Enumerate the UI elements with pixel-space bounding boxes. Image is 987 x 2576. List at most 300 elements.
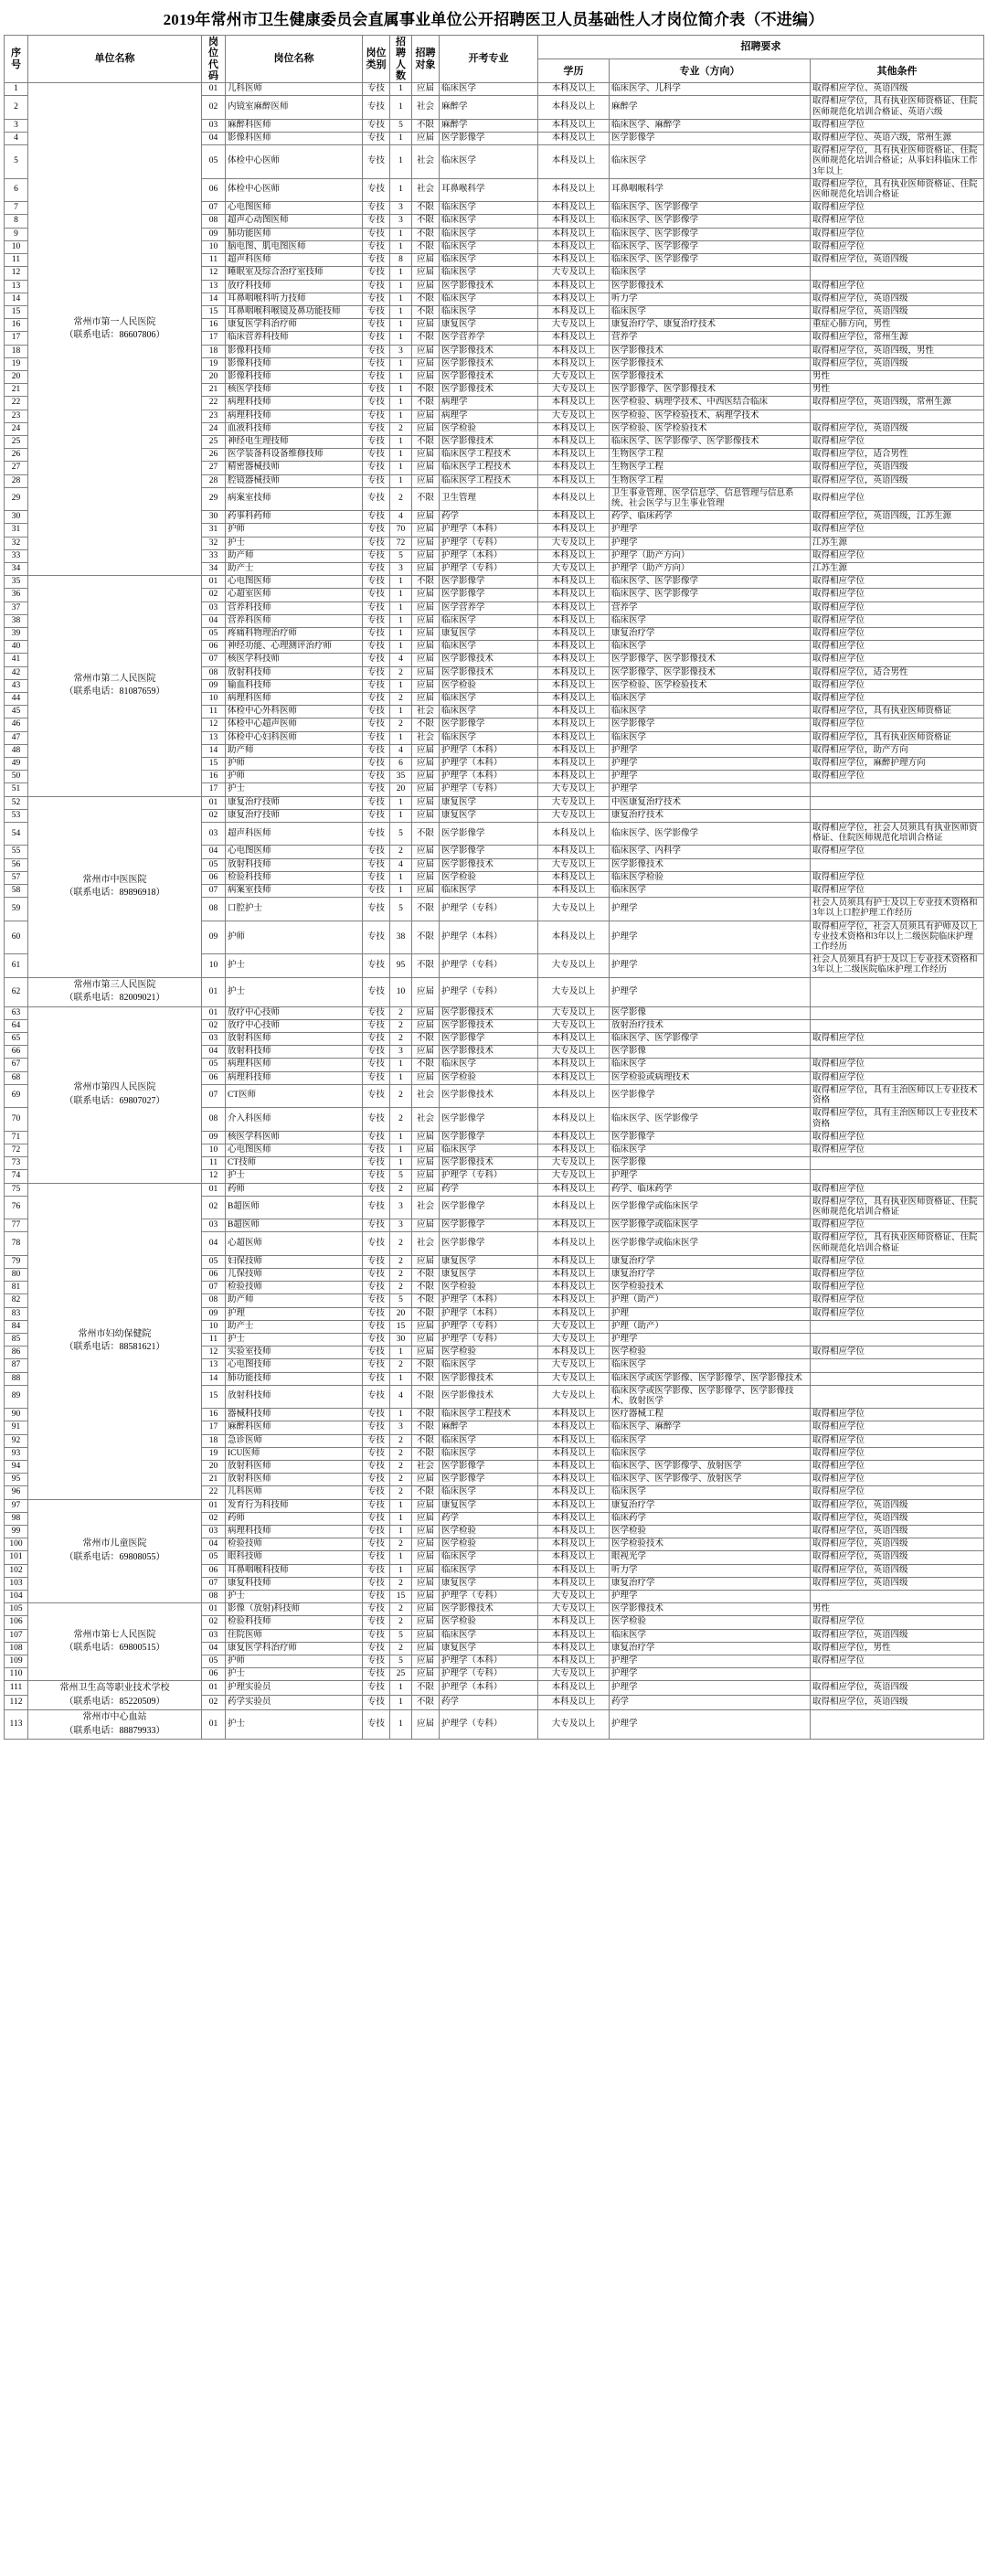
cell-headcount: 1 [390,293,412,305]
cell-target: 应届 [412,614,440,627]
cell-direction: 药学、临床药学 [610,511,811,524]
cell-headcount: 5 [390,1629,412,1642]
cell-job-code: 02 [202,1616,226,1629]
cell-exam-major: 护理学（专科） [440,1170,538,1183]
cell-job-type: 专技 [363,1307,390,1320]
cell-other-conditions: 取得相应学位 [811,846,984,858]
cell-seq: 103 [5,1577,28,1590]
cell-job-code: 01 [202,576,226,589]
cell-other-conditions: 取得相应学位，英语四级 [811,1681,984,1696]
cell-job-code: 16 [202,1409,226,1421]
cell-other-conditions: 取得相应学位 [811,589,984,601]
cell-exam-major: 护理学（本科） [440,744,538,757]
cell-headcount: 5 [390,898,412,921]
cell-job-name: 疼痛科物理治疗师 [226,627,363,640]
cell-job-name: 眼科技师 [226,1551,363,1564]
unit-phone-text: （联系电话：69807027） [64,1095,165,1106]
cell-direction: 医学检验、医学检验技术 [610,422,811,435]
cell-job-type: 专技 [363,758,390,771]
cell-education: 大专及以上 [538,562,610,575]
cell-target: 应届 [412,693,440,706]
cell-exam-major: 临床医学 [440,1447,538,1460]
cell-seq: 105 [5,1603,28,1616]
cell-target: 应届 [412,83,440,96]
cell-other-conditions: 取得相应学位 [811,1268,984,1281]
cell-direction: 医学检验技术 [610,1538,811,1551]
cell-job-code: 15 [202,305,226,318]
cell-job-name: 麻醉科医师 [226,1421,363,1434]
cell-exam-major: 医学影像技术 [440,1385,538,1408]
cell-seq: 60 [5,921,28,954]
cell-unit-name [28,576,202,796]
cell-target: 应届 [412,1538,440,1551]
cell-job-type: 专技 [363,1603,390,1616]
cell-seq: 101 [5,1551,28,1564]
cell-job-type: 专技 [363,1320,390,1333]
cell-job-name: 放射科技师 [226,858,363,871]
cell-seq: 2 [5,96,28,119]
cell-job-code: 17 [202,332,226,345]
cell-job-code: 06 [202,1071,226,1084]
cell-other-conditions: 取得相应学位 [811,1655,984,1668]
cell-job-code: 22 [202,397,226,410]
cell-seq: 87 [5,1359,28,1372]
cell-direction: 临床医学 [610,1059,811,1071]
table-row [5,83,984,96]
cell-target: 不限 [412,240,440,253]
cell-job-code: 09 [202,921,226,954]
cell-job-code: 30 [202,511,226,524]
cell-direction: 医学检验 [610,1526,811,1538]
cell-job-code: 34 [202,562,226,575]
cell-target: 社会 [412,1196,440,1219]
cell-job-type: 专技 [363,1157,390,1170]
unit-name-text: 常州市第一人民医院 [73,316,156,327]
cell-direction: 中医康复治疗技术 [610,796,811,809]
cell-target: 应届 [412,133,440,145]
cell-job-name: 病理科医师 [226,1059,363,1071]
cell-job-code: 10 [202,693,226,706]
cell-target: 应届 [412,254,440,267]
cell-education: 本科及以上 [538,1538,610,1551]
cell-target: 应届 [412,422,440,435]
cell-direction: 临床医学、医学影像学、医学影像技术 [610,435,811,448]
cell-job-name: 发育行为科技师 [226,1499,363,1512]
cell-target: 应届 [412,809,440,822]
cell-exam-major: 临床医学 [440,293,538,305]
cell-headcount: 1 [390,885,412,898]
cell-other-conditions: 取得相应学位，适合男性 [811,666,984,679]
cell-seq: 35 [5,576,28,589]
cell-seq: 29 [5,487,28,510]
cell-other-conditions: 取得相应学位 [811,601,984,614]
cell-exam-major: 耳鼻喉科学 [440,178,538,201]
cell-job-code: 28 [202,474,226,487]
cell-headcount: 1 [390,410,412,422]
cell-exam-major: 医学影像技术 [440,1603,538,1616]
cell-job-code: 15 [202,1385,226,1408]
cell-headcount: 1 [390,601,412,614]
cell-job-name: 康复科技师 [226,1577,363,1590]
cell-seq: 26 [5,449,28,462]
cell-exam-major: 病理学 [440,410,538,422]
header-requirements: 招聘要求 [538,36,984,59]
cell-other-conditions: 取得相应学位 [811,1219,984,1232]
cell-education: 大专及以上 [538,1710,610,1740]
cell-job-type: 专技 [363,462,390,474]
cell-direction: 临床医学、麻醉学 [610,1421,811,1434]
cell-other-conditions: 取得相应学位，英语四级 [811,1577,984,1590]
cell-job-name: 超声科医师 [226,254,363,267]
header-direction: 专业（方向） [610,59,811,83]
cell-headcount: 1 [390,1681,412,1696]
cell-job-type: 专技 [363,1421,390,1434]
header-other-conditions: 其他条件 [811,59,984,83]
cell-direction: 护理学 [610,1170,811,1183]
cell-headcount: 1 [390,1059,412,1071]
cell-seq: 12 [5,267,28,280]
cell-job-name: 神经电生理技师 [226,435,363,448]
cell-target: 应届 [412,1019,440,1032]
cell-job-code: 10 [202,1144,226,1156]
cell-job-code: 02 [202,1196,226,1219]
cell-direction: 护理学 [610,537,811,549]
cell-education: 大专及以上 [538,783,610,796]
cell-direction: 医学检验 [610,1616,811,1629]
cell-exam-major: 护理学（专科） [440,954,538,977]
cell-other-conditions: 取得相应学位，助产方向 [811,744,984,757]
cell-education: 本科及以上 [538,654,610,666]
cell-headcount: 1 [390,589,412,601]
cell-education: 本科及以上 [538,846,610,858]
cell-target: 不限 [412,384,440,397]
cell-education: 大专及以上 [538,898,610,921]
cell-target: 不限 [412,435,440,448]
cell-unit-name [28,1710,202,1740]
cell-target: 应届 [412,319,440,332]
cell-job-type: 专技 [363,898,390,921]
cell-exam-major: 医学检验 [440,679,538,692]
cell-target: 应届 [412,1551,440,1564]
cell-job-name: CT医师 [226,1084,363,1107]
cell-job-name: B超医师 [226,1196,363,1219]
cell-target: 应届 [412,1046,440,1059]
cell-exam-major: 医学影像技术 [440,1372,538,1385]
cell-seq: 54 [5,823,28,846]
cell-exam-major: 医学影像学 [440,823,538,846]
cell-seq: 4 [5,133,28,145]
cell-exam-major: 护理学（本科） [440,524,538,537]
cell-seq: 25 [5,435,28,448]
cell-other-conditions: 取得相应学位，男性 [811,1642,984,1655]
cell-seq: 24 [5,422,28,435]
header-target: 招聘 对象 [412,36,440,83]
cell-headcount: 1 [390,474,412,487]
cell-direction: 临床医学 [610,693,811,706]
cell-job-type: 专技 [363,145,390,179]
cell-other-conditions: 取得相应学位 [811,771,984,783]
cell-target: 应届 [412,410,440,422]
cell-job-name: 病案室技师 [226,885,363,898]
cell-education: 本科及以上 [538,1577,610,1590]
cell-unit-name [28,83,202,576]
cell-seq: 38 [5,614,28,627]
cell-headcount: 1 [390,679,412,692]
cell-direction: 临床医学、医学影像学 [610,228,811,240]
cell-exam-major: 医学检验 [440,1526,538,1538]
cell-exam-major: 康复医学 [440,1499,538,1512]
cell-exam-major: 临床医学工程技术 [440,1409,538,1421]
cell-education: 本科及以上 [538,1629,610,1642]
cell-direction: 康复治疗学 [610,1577,811,1590]
table-row [5,1499,984,1512]
cell-job-code: 11 [202,254,226,267]
cell-headcount: 2 [390,846,412,858]
cell-job-type: 专技 [363,921,390,954]
cell-direction: 临床医学 [610,1447,811,1460]
cell-other-conditions: 重症心肺方向，男性 [811,319,984,332]
cell-headcount: 4 [390,744,412,757]
cell-headcount: 15 [390,1320,412,1333]
cell-education: 本科及以上 [538,462,610,474]
cell-job-type: 专技 [363,1372,390,1385]
cell-target: 不限 [412,576,440,589]
cell-target: 不限 [412,898,440,921]
cell-job-name: 护师 [226,758,363,771]
cell-other-conditions [811,1320,984,1333]
cell-headcount: 3 [390,1421,412,1434]
cell-job-type: 专技 [363,215,390,228]
cell-direction: 临床医学 [610,706,811,719]
cell-job-name: 心电图技师 [226,1359,363,1372]
cell-headcount: 2 [390,487,412,510]
cell-headcount: 1 [390,1071,412,1084]
cell-seq: 92 [5,1434,28,1447]
cell-direction: 护理学 [610,1655,811,1668]
cell-seq: 23 [5,410,28,422]
cell-job-name: 护士 [226,1710,363,1740]
cell-seq: 112 [5,1696,28,1710]
cell-exam-major: 医学影像技术 [440,384,538,397]
unit-name-text: 常州卫生高等职业技术学校 [59,1683,170,1694]
cell-target: 不限 [412,1409,440,1421]
cell-job-type: 专技 [363,345,390,357]
cell-job-name: 护士 [226,1668,363,1681]
cell-exam-major: 医学影像学 [440,1232,538,1255]
cell-job-name: 口腔护士 [226,898,363,921]
cell-exam-major: 护理学（本科） [440,549,538,562]
cell-target: 不限 [412,305,440,318]
cell-education: 本科及以上 [538,589,610,601]
cell-other-conditions: 取得相应学位，社会人员须具有执业医师资格证、住院医师规范化培训合格证 [811,823,984,846]
cell-education: 本科及以上 [538,1460,610,1473]
cell-job-name: 检验技师 [226,1282,363,1294]
cell-direction: 临床医学 [610,1359,811,1372]
cell-other-conditions: 取得相应学位，英语四级 [811,1551,984,1564]
cell-job-type: 专技 [363,1616,390,1629]
cell-job-type: 专技 [363,1474,390,1486]
cell-direction: 麻醉学 [610,96,811,119]
cell-direction: 营养学 [610,332,811,345]
unit-phone-text: （联系电话：86607806） [64,330,165,341]
cell-seq: 74 [5,1170,28,1183]
cell-other-conditions: 取得相应学位 [811,871,984,884]
cell-target: 不限 [412,487,440,510]
unit-phone-text: （联系电话：69800515） [64,1643,165,1654]
cell-headcount: 1 [390,1372,412,1385]
cell-job-type: 专技 [363,693,390,706]
cell-seq: 113 [5,1710,28,1740]
cell-job-code: 07 [202,654,226,666]
cell-exam-major: 临床医学 [440,254,538,267]
cell-job-type: 专技 [363,846,390,858]
cell-target: 社会 [412,731,440,744]
cell-exam-major: 临床医学 [440,1144,538,1156]
cell-headcount: 1 [390,1710,412,1740]
cell-headcount: 1 [390,1131,412,1144]
cell-headcount: 1 [390,1696,412,1710]
cell-seq: 49 [5,758,28,771]
cell-seq: 41 [5,654,28,666]
cell-direction: 护理学（助产方向） [610,562,811,575]
cell-seq: 5 [5,145,28,179]
cell-headcount: 2 [390,693,412,706]
cell-job-name: 放射科技师 [226,666,363,679]
table-row [5,1603,984,1616]
cell-headcount: 1 [390,96,412,119]
cell-exam-major: 医学影像技术 [440,1019,538,1032]
cell-job-type: 专技 [363,305,390,318]
cell-seq: 68 [5,1071,28,1084]
cell-job-name: 神经功能、心理测评治疗师 [226,641,363,654]
cell-job-name: 护师 [226,524,363,537]
cell-job-name: 输血科技师 [226,679,363,692]
cell-education: 本科及以上 [538,202,610,215]
cell-direction: 耳鼻咽喉科学 [610,178,811,201]
cell-headcount: 1 [390,357,412,370]
cell-job-name: 心电图医师 [226,576,363,589]
cell-other-conditions: 取得相应学位 [811,576,984,589]
cell-seq: 84 [5,1320,28,1333]
cell-other-conditions: 取得相应学位 [811,228,984,240]
cell-target: 应届 [412,1655,440,1668]
cell-other-conditions: 取得相应学位，英语四级 [811,357,984,370]
cell-headcount: 2 [390,1108,412,1131]
cell-direction: 临床医学 [610,641,811,654]
cell-education: 本科及以上 [538,1059,610,1071]
cell-seq: 31 [5,524,28,537]
cell-target: 应届 [412,1255,440,1268]
cell-target: 应届 [412,1616,440,1629]
cell-job-type: 专技 [363,178,390,201]
cell-job-name: 病理科医师 [226,693,363,706]
cell-target: 不限 [412,119,440,132]
cell-target: 社会 [412,178,440,201]
cell-exam-major: 医学影像技术 [440,345,538,357]
cell-job-code: 07 [202,1577,226,1590]
cell-headcount: 25 [390,1668,412,1681]
cell-seq: 14 [5,293,28,305]
cell-seq: 96 [5,1486,28,1499]
cell-job-code: 26 [202,449,226,462]
cell-job-name: B超医师 [226,1219,363,1232]
cell-job-code: 06 [202,1564,226,1577]
cell-job-code: 08 [202,215,226,228]
cell-exam-major: 药学 [440,1512,538,1525]
cell-education: 大专及以上 [538,1320,610,1333]
cell-job-code: 08 [202,1294,226,1307]
cell-target: 社会 [412,1084,440,1107]
cell-job-type: 专技 [363,858,390,871]
cell-job-name: 护师 [226,771,363,783]
cell-exam-major: 医学检验 [440,871,538,884]
cell-education: 本科及以上 [538,1255,610,1268]
cell-job-name: 影像（放射)科技师 [226,1603,363,1616]
cell-education: 本科及以上 [538,1551,610,1564]
cell-job-type: 专技 [363,885,390,898]
cell-seq: 106 [5,1616,28,1629]
cell-exam-major: 临床医学 [440,145,538,179]
cell-education: 本科及以上 [538,1144,610,1156]
cell-job-name: 病理科技师 [226,410,363,422]
cell-other-conditions: 取得相应学位 [811,1347,984,1359]
cell-direction: 临床医学、医学影像学 [610,215,811,228]
cell-exam-major: 临床医学 [440,1359,538,1372]
cell-direction: 医学检验、病理学技术、中西医结合临床 [610,397,811,410]
cell-target: 应届 [412,280,440,293]
cell-education: 本科及以上 [538,357,610,370]
cell-education: 本科及以上 [538,145,610,179]
cell-headcount: 2 [390,1642,412,1655]
cell-job-name: 药学实验员 [226,1696,363,1710]
cell-seq: 86 [5,1347,28,1359]
table-row [5,1006,984,1019]
cell-seq: 56 [5,858,28,871]
cell-other-conditions: 取得相应学位，适合男性 [811,449,984,462]
cell-other-conditions [811,1157,984,1170]
cell-job-type: 专技 [363,254,390,267]
cell-job-code: 20 [202,370,226,383]
cell-target: 应届 [412,1157,440,1170]
cell-target: 应届 [412,858,440,871]
cell-exam-major: 护理学（本科） [440,1294,538,1307]
cell-exam-major: 临床医学 [440,706,538,719]
cell-education: 本科及以上 [538,885,610,898]
cell-job-name: 护士 [226,1170,363,1183]
cell-job-type: 专技 [363,1255,390,1268]
cell-other-conditions: 取得相应学位，具有主治医师以上专业技术资格 [811,1108,984,1131]
cell-job-type: 专技 [363,783,390,796]
cell-target: 不限 [412,1033,440,1046]
cell-education: 大专及以上 [538,1157,610,1170]
cell-job-code: 05 [202,858,226,871]
cell-job-type: 专技 [363,1282,390,1294]
cell-seq: 73 [5,1157,28,1170]
cell-target: 不限 [412,1421,440,1434]
cell-education: 大专及以上 [538,809,610,822]
cell-exam-major: 医学影像技术 [440,666,538,679]
cell-direction: 康复治疗学、康复治疗技术 [610,319,811,332]
cell-job-name: 护士 [226,783,363,796]
cell-exam-major: 护理学（本科） [440,758,538,771]
cell-seq: 28 [5,474,28,487]
cell-seq: 55 [5,846,28,858]
cell-job-name: 妇保技师 [226,1255,363,1268]
cell-seq: 110 [5,1668,28,1681]
cell-exam-major: 临床医学 [440,83,538,96]
cell-seq: 99 [5,1526,28,1538]
cell-seq: 36 [5,589,28,601]
